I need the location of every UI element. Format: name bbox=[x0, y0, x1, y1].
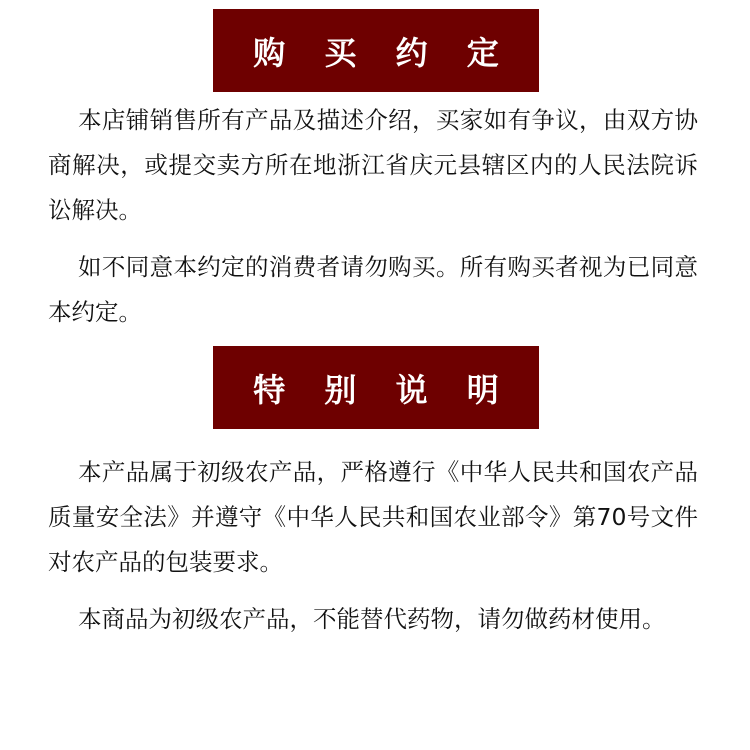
special-notice-header bbox=[213, 346, 539, 429]
special-notice-title: 特 别 说 明 bbox=[253, 370, 513, 409]
special-notice-paragraph-2: 本商品为初级农产品，不能替代药物，请勿做药材使用。 bbox=[78, 605, 666, 633]
purchase-agreement-paragraph-2: 如不同意本约定的消费者请勿购买。所有购买者视为已同意本约定。 bbox=[48, 253, 698, 326]
purchase-agreement-header bbox=[213, 9, 539, 92]
purchase-agreement-paragraph-1: 本店铺销售所有产品及描述介绍，买家如有争议，由双方协商解决，或提交卖方所在地浙江省庆元县辖区内的人民法院诉讼解决。 bbox=[48, 106, 698, 224]
special-notice-paragraph-1: 本产品属于初级农产品，严格遵行《中华人民共和国农产品质量安全法》并遵守《中华人民共和国农业部令》第70号文件对农产品的包装要求。 bbox=[48, 458, 698, 576]
purchase-agreement-title: 购 买 约 定 bbox=[253, 33, 513, 72]
